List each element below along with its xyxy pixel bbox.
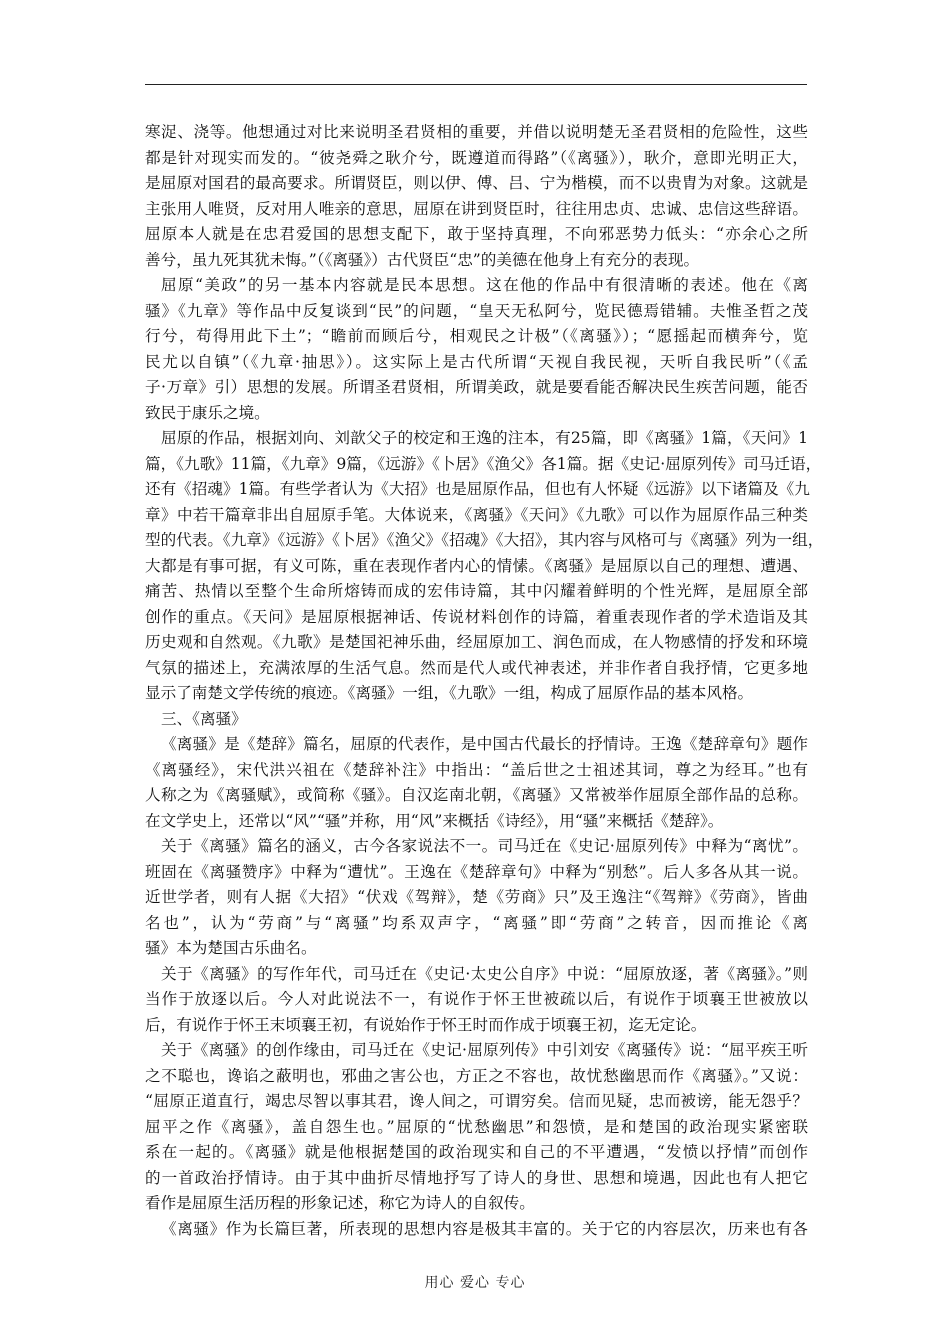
text-line: 民尤以自镇”（《九章·抽思》）。这实际上是古代所谓“天视自我民视，天听自我民听”（《孟 (145, 352, 808, 371)
text-line: 致民于康乐之境。 (145, 403, 270, 422)
document-body (145, 120, 824, 1242)
text-line: 痛苦、热情以至整个生命所熔铸而成的宏伟诗篇，其中闪耀着鲜明的个性光辉，是屈原全部 (145, 582, 808, 600)
text-line: 骚》本为楚国古乐曲名。 (145, 939, 317, 957)
text-line: 大都是有事可据，有义可陈，重在表现作者内心的情愫。《离骚》是屈原以自己的理想、遭遇、 (145, 556, 808, 575)
text-line: 《离骚》是《楚辞》篇名，屈原的代表作，是中国古代最长的抒情诗。王逸《楚辞章句》题作 (161, 735, 808, 753)
text-line: “屈原正道直行，竭忠尽智以事其君，谗人间之，可谓穷矣。信而见疑，忠而被谤，能无怨乎？ (145, 1092, 808, 1110)
text-line: 关于《离骚》篇名的涵义，古今各家说法不一。司马迁在《史记·屈原列传》中释为“离忧”。 (161, 837, 808, 855)
text-line: 显示了南楚文学传统的痕迹。《离骚》一组，《九歌》一组，构成了屈原作品的基本风格。 (145, 684, 754, 702)
text-line: 章》中若干篇章非出自屈原手笔。大体说来，《离骚》《天问》《九歌》可以作为屈原作品三种类 (145, 505, 808, 524)
text-line: 屈原的作品，根据刘向、刘歆父子的校定和王逸的注本，有25篇，即《离骚》1篇，《天问》1 (161, 429, 808, 447)
text-line: 屈原本人就是在忠君爱国的思想支配下，敢于坚持真理，不向邪恶势力低头：“亦余心之所 (145, 225, 808, 243)
text-line: 主张用人唯贤，反对用人唯亲的意思，屈原在讲到贤臣时，往往用忠贞、忠诚、忠信这些辞语。 (145, 199, 808, 218)
text-line: 系在一起的。《离骚》就是他根据楚国的政治现实和自己的不平遭遇，“发愤以抒情”而创作 (145, 1143, 808, 1161)
text-line: 气氛的描述上，充满浓厚的生活气息。然而是代人或代神表述，并非作者自我抒情，它更多地 (145, 658, 808, 677)
text-line: 寒浞、浇等。他想通过对比来说明圣君贤相的重要，并借以说明楚无圣君贤相的危险性，这些 (145, 123, 808, 141)
text-line: 是屈原对国君的最高要求。所谓贤臣，则以伊、傅、吕、宁为楷模，而不以贵胄为对象。这就是 (145, 174, 808, 192)
text-line: 《离骚经》，宋代洪兴祖在《楚辞补注》中指出：“盖后世之士祖述其词，尊之为经耳。”也有 (145, 760, 808, 779)
text-line: 篇，《九歌》11篇，《九章》9篇，《远游》《卜居》《渔父》各1篇。据《史记·屈原列传》司马迁语， (145, 454, 822, 473)
text-line: 善兮，虽九死其犹未悔。”（《离骚》）古代贤臣“忠”的美德在他身上有充分的表现。 (145, 250, 700, 269)
text-line: 当作于放逐以后。今人对此说法不一，有说作于怀王世被疏以后，有说作于顷襄王世被放以 (145, 990, 808, 1008)
text-line: 骚》《九章》等作品中反复谈到“民”的问题，“皇天无私阿兮，览民德焉错辅。夫惟圣哲之茂 (145, 301, 808, 320)
text-line: 历史观和自然观。《九歌》是楚国祀神乐曲，经屈原加工、润色而成，在人物感情的抒发和环境 (145, 633, 808, 651)
text-line: 创作的重点。《天问》是屈原根据神话、传说材料创作的诗篇，着重表现作者的学术造诣及其 (145, 607, 808, 626)
page-footer: 用心 爱心 专心 (424, 1275, 526, 1291)
text-line: 三、《离骚》 (161, 709, 247, 728)
text-line: 人称之为《离骚赋》，或简称《骚》。自汉迄南北朝，《离骚》又常被举作屈原全部作品的总称。 (145, 786, 808, 804)
text-line: 班固在《离骚赞序》中释为“遭忧”。王逸在《楚辞章句》中释为“别愁”。后人多各从其一说。 (145, 862, 808, 881)
text-line: 还有《招魂》1篇。有些学者认为《大招》也是屈原作品，但也有人怀疑《远游》以下诸篇及《九 (145, 480, 810, 498)
text-line: 近世学者，则有人据《大招》“伏戏《驾辩》，楚《劳商》只”及王逸注“《驾辩》《劳商》，皆曲 (145, 888, 808, 906)
text-line: 屈原“美政”的另一基本内容就是民本思想。这在他的作品中有很清晰的表述。他在《离 (161, 276, 808, 294)
text-line: 屈平之作《离骚》，盖自怨生也。”屈原的“忧愁幽思”和怨愤，是和楚国的政治现实紧密联 (145, 1117, 808, 1136)
text-line: 看作是屈原生活历程的形象记述，称它为诗人的自叙传。 (145, 1194, 535, 1212)
text-line: 名也”，认为“劳商”与“离骚”均系双声字，“离骚”即“劳商”之转音，因而推论《离 (145, 913, 808, 932)
text-line: 关于《离骚》的创作缘由，司马迁在《史记·屈原列传》中引刘安《离骚传》说：“屈平疾王听 (161, 1041, 808, 1059)
text-line: 在文学史上，还常以“风”“骚”并称，用“风”来概括《诗经》，用“骚”来概括《楚辞》。 (145, 811, 724, 830)
text-line: 的一首政治抒情诗。由于其中曲折尽情地抒写了诗人的身世、思想和境遇，因此也有人把它 (145, 1168, 808, 1187)
text-line: 之不聪也，谗谄之蔽明也，邪曲之害公也，方正之不容也，故忧愁幽思而作《离骚》。”又说： (145, 1066, 808, 1085)
text-line: 行兮，苟得用此下土”；“瞻前而顾后兮，相观民之计极”（《离骚》）；“愿摇起而横奔兮，览 (145, 327, 808, 345)
text-line: 都是针对现实而发的。“彼尧舜之耿介兮，既遵道而得路”（《离骚》），耿介，意即光明正大， (145, 148, 808, 167)
text-line: 型的代表。《九章》《远游》《卜居》《渔父》《招魂》《大招》，其内容与风格可与《离骚》列为一组， (145, 531, 824, 549)
text-line: 关于《离骚》的写作年代，司马迁在《史记·太史公自序》中说：“屈原放逐，著《离骚》。”则 (161, 964, 808, 983)
header-rule (145, 84, 807, 85)
text-line: 子·万章》引）思想的发展。所谓圣君贤相，所谓美政，就是要看能否解决民生疾苦问题，能否 (145, 378, 808, 396)
text-line: 后，有说作于怀王末顷襄王初，有说始作于怀王时而作成于顷襄王初，迄无定论。 (145, 1015, 707, 1034)
text-line: 《离骚》作为长篇巨著，所表现的思想内容是极其丰富的。关于它的内容层次，历来也有各 (161, 1219, 808, 1238)
